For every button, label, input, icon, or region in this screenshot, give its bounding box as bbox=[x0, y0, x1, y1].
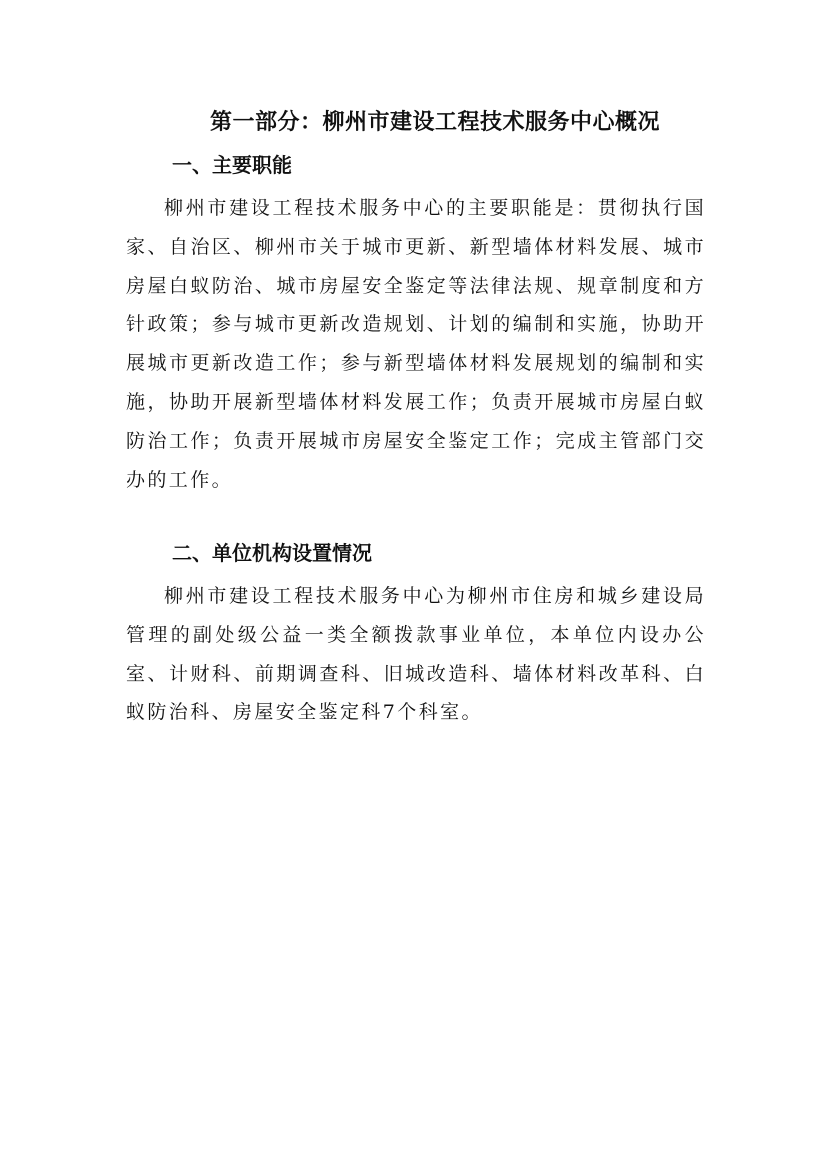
section-paragraph-organization: 柳州市建设工程技术服务中心为柳州市住房和城乡建设局管理的副处级公益一类全额拨款事业单位，本单位内设办公室、计财科、前期调查科、旧城改造科、墙体材料改革科、白蚁防治科、房屋安全鉴定科7个科室。 bbox=[126, 585, 706, 724]
page-title: 第一部分：柳州市建设工程技术服务中心概况 bbox=[209, 110, 660, 135]
section-paragraph-main-functions: 柳州市建设工程技术服务中心的主要职能是：贯彻执行国家、自治区、柳州市关于城市更新、新型墙体材料发展、城市房屋白蚁防治、城市房屋安全鉴定等法律法规、规章制度和方针政策；参与城市更新改造规划、计划的编制和实施，协助开展城市更新改造工作；参与新型墙体材料发展规划的编制和实施，协助开展新型墙体材料发展工作；负责开展城市房屋白蚁防治工作；负责开展城市房屋安全鉴定工作；完成主管部门交办的工作。 bbox=[126, 197, 706, 491]
section-heading-main-functions: 一、主要职能 bbox=[172, 153, 292, 177]
section-heading-organization: 二、单位机构设置情况 bbox=[172, 541, 372, 565]
